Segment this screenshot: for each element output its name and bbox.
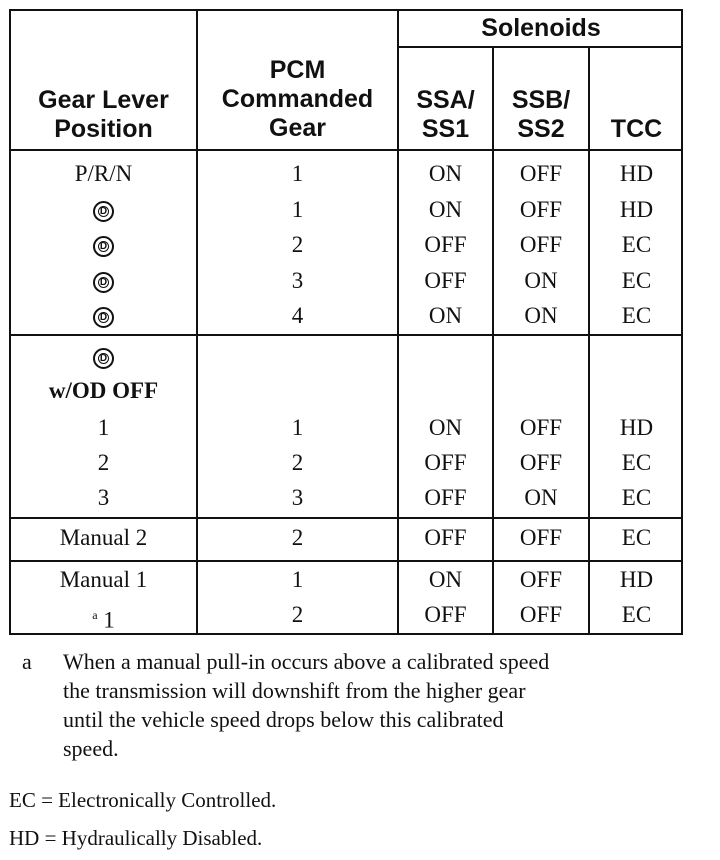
row10-ssa: ON xyxy=(428,567,463,592)
row5-position xyxy=(11,302,196,330)
header-divider xyxy=(9,149,683,151)
row11-position: $^a$ 1 xyxy=(92,607,115,633)
drive-circle-icon: D xyxy=(93,201,114,222)
row9-gear: 2 xyxy=(291,525,304,550)
row4-gear: 3 xyxy=(291,268,304,293)
drive-circle-icon: D xyxy=(93,272,114,293)
row7-position: 2 xyxy=(97,450,110,475)
footnote-letter: a xyxy=(22,649,32,674)
row5-gear: 4 xyxy=(291,303,304,328)
row6-tcc: HD xyxy=(619,415,654,440)
row7-ssb: OFF xyxy=(519,450,563,475)
row1-position: P/R/N xyxy=(74,161,133,186)
row1-gear: 1 xyxy=(291,161,304,186)
row3-ssb: OFF xyxy=(519,232,563,257)
row3-tcc: EC xyxy=(621,232,652,257)
legend-hd: HD = Hydraulically Disabled. xyxy=(9,826,263,850)
od-off-label: w/OD OFF xyxy=(48,378,159,403)
row2-ssa: ON xyxy=(428,197,463,222)
row11-tcc: EC xyxy=(621,602,652,627)
header-solenoids: Solenoids xyxy=(481,14,601,42)
row6-ssb: OFF xyxy=(519,415,563,440)
row9-ssa: OFF xyxy=(424,525,467,550)
row2-gear: 1 xyxy=(291,197,304,222)
row6-position: 1 xyxy=(97,415,110,440)
row11-ssa: OFF xyxy=(424,602,467,627)
row8-ssa: OFF xyxy=(424,485,467,510)
row11-ssb: OFF xyxy=(519,602,563,627)
group1-divider xyxy=(9,334,683,336)
header-pcm-commanded-gear: PCM Commanded Gear xyxy=(221,56,374,142)
row3-ssa: OFF xyxy=(424,232,467,257)
drive-circle-icon: D xyxy=(93,307,114,328)
row1-tcc: HD xyxy=(619,161,654,186)
drive-circle-icon: D xyxy=(93,348,114,369)
footnote-marker: a xyxy=(92,608,98,622)
row4-ssb: ON xyxy=(524,268,558,293)
od-off-drive-position xyxy=(11,343,196,371)
row11-gear: 2 xyxy=(291,602,304,627)
row7-gear: 2 xyxy=(291,450,304,475)
row3-position xyxy=(11,231,196,259)
row7-tcc: EC xyxy=(621,450,652,475)
group2-divider xyxy=(9,517,683,519)
row4-ssa: OFF xyxy=(424,268,467,293)
row9-tcc: EC xyxy=(621,525,652,550)
row9-ssb: OFF xyxy=(519,525,563,550)
group3-divider xyxy=(9,560,683,562)
solenoids-divider xyxy=(397,46,683,48)
row8-tcc: EC xyxy=(621,485,652,510)
row6-gear: 1 xyxy=(291,415,304,440)
row8-position: 3 xyxy=(97,485,110,510)
row4-tcc: EC xyxy=(621,268,652,293)
row10-gear: 1 xyxy=(291,567,304,592)
legend-ec: EC = Electronically Controlled. xyxy=(9,788,277,812)
row5-ssb: ON xyxy=(524,303,558,328)
drive-circle-icon: D xyxy=(93,236,114,257)
row8-gear: 3 xyxy=(291,485,304,510)
footnote-text: When a manual pull-in occurs above a calibrated speed the transmission will downshift from the higher gear until the vehicle speed drops below this calibrated speed. xyxy=(63,649,550,761)
row5-tcc: EC xyxy=(621,303,652,328)
row6-ssa: ON xyxy=(428,415,463,440)
row7-ssa: OFF xyxy=(424,450,467,475)
row2-position xyxy=(11,196,196,224)
row1-ssb: OFF xyxy=(519,161,563,186)
row1-ssa: ON xyxy=(428,161,463,186)
header-ssb-ss2: SSB/ SS2 xyxy=(511,86,571,143)
header-gear-lever-position: Gear Lever Position xyxy=(38,86,169,143)
row3-gear: 2 xyxy=(291,232,304,257)
row5-ssa: ON xyxy=(428,303,463,328)
row8-ssb: ON xyxy=(524,485,558,510)
row10-ssb: OFF xyxy=(519,567,563,592)
row10-tcc: HD xyxy=(619,567,654,592)
row10-position: Manual 1 xyxy=(59,567,148,592)
row2-ssb: OFF xyxy=(519,197,563,222)
header-ssa-ss1: SSA/ SS1 xyxy=(416,86,475,143)
header-tcc: TCC xyxy=(610,115,663,143)
row4-position xyxy=(11,267,196,295)
row2-tcc: HD xyxy=(619,197,654,222)
row9-position: Manual 2 xyxy=(59,525,148,550)
